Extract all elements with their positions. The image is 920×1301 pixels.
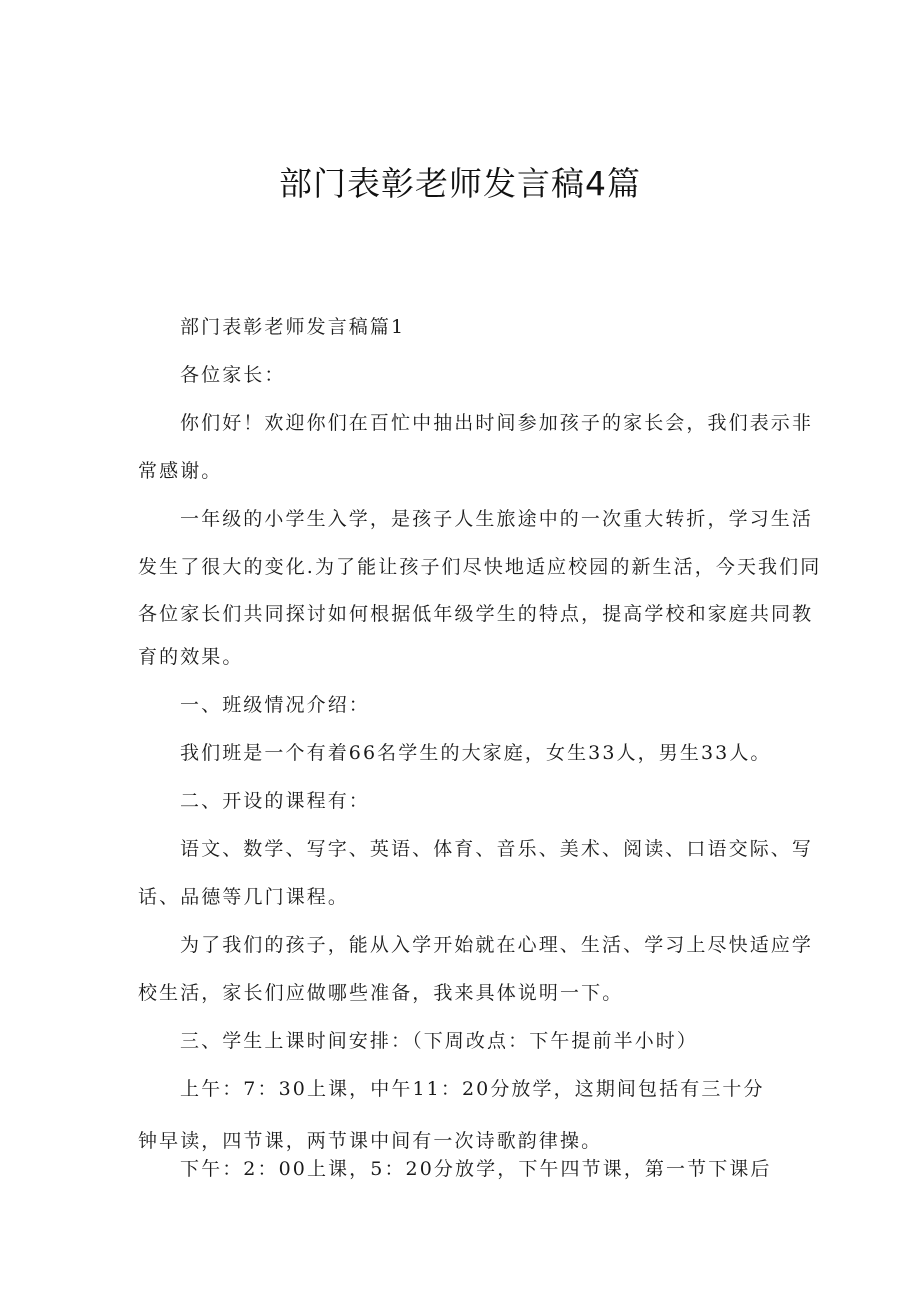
paragraph-line: 校生活，家长们应做哪些准备，我来具体说明一下。	[138, 982, 624, 1004]
subsection-heading: 二、开设的课程有：	[180, 790, 370, 812]
paragraph-line: 为了我们的孩子，能从入学开始就在心理、生活、学习上尽快适应学	[180, 934, 814, 956]
paragraph-line: 语文、数学、写字、英语、体育、音乐、美术、阅读、口语交际、写	[180, 838, 814, 860]
document-title: 部门表彰老师发言稿4篇	[279, 164, 641, 203]
subsection-heading: 三、学生上课时间安排：（下周改点：下午提前半小时）	[180, 1030, 699, 1052]
subsection-heading: 一、班级情况介绍：	[180, 694, 370, 716]
paragraph-line: 钟早读，四节课，两节课中间有一次诗歌韵律操。	[138, 1130, 603, 1152]
salutation: 各位家长：	[180, 364, 286, 386]
section-heading: 部门表彰老师发言稿篇1	[180, 316, 406, 338]
paragraph-line: 话、品德等几门课程。	[138, 886, 350, 908]
paragraph-line: 各位家长们共同探讨如何根据低年级学生的特点，提高学校和家庭共同教	[138, 603, 814, 625]
paragraph-line: 常感谢。	[138, 460, 223, 482]
paragraph-line: 一年级的小学生入学，是孩子人生旅途中的一次重大转折，学习生活	[180, 508, 814, 530]
paragraph-line: 发生了很大的变化.为了能让孩子们尽快地适应校园的新生活，今天我们同	[138, 556, 822, 578]
paragraph-line: 你们好！欢迎你们在百忙中抽出时间参加孩子的家长会，我们表示非	[180, 412, 814, 434]
paragraph-line: 育的效果。	[138, 646, 244, 668]
paragraph-line: 我们班是一个有着66名学生的大家庭，女生33人，男生33人。	[180, 742, 772, 764]
paragraph-line: 下午：2：00上课，5：20分放学，下午四节课，第一节下课后	[180, 1158, 772, 1180]
paragraph-line: 上午：7：30上课，中午11：20分放学，这期间包括有三十分	[180, 1078, 765, 1100]
